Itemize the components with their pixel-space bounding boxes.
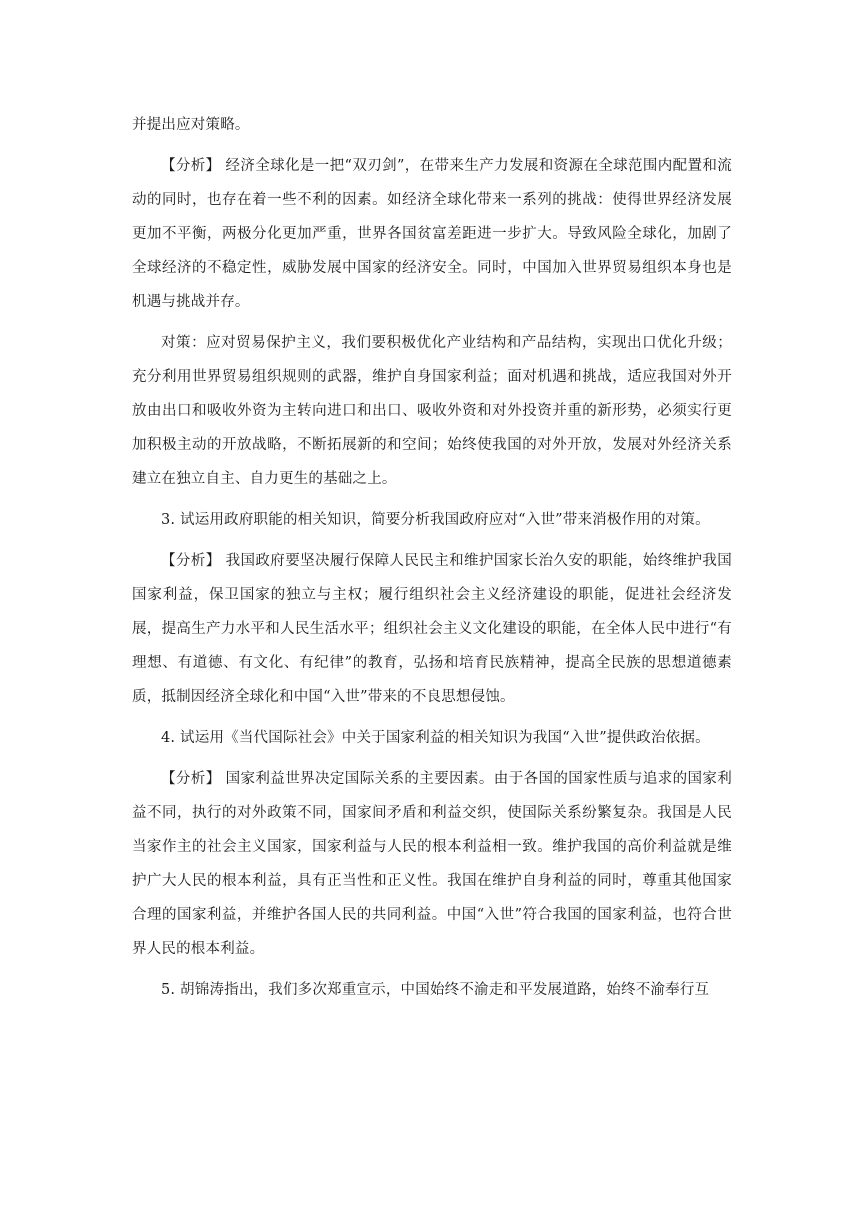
question-3: 3. 试运用政府职能的相关知识，简要分析我国政府应对“入世”带来消极作用的对策。 bbox=[161, 512, 710, 528]
question-4: 4. 试运用《当代国际社会》中关于国家利益的相关知识为我国“入世”提供政治依据。 bbox=[161, 730, 710, 746]
question-5: 5. 胡锦涛指出，我们多次郑重宣示，中国始终不渝走和平发展道路，始终不渝奉行互 bbox=[161, 982, 710, 998]
paragraph-countermeasures: 对策：应对贸易保护主义，我们要积极优化产业结构和产品结构，实现出口优化升级；充分利用世界贸易组织规则的武器，维护自身国家利益；面对机遇和挑战，适应我国对外开放由出口和吸收外资为主转向进口和出口、吸收外资和对外投资并重的新形势，必须实行更加积极主动的开放战略，不断拓展新的和空间；始终使我国的对外开放，发展对外经济关系建立在独立自主、自力更生的基础之上。 bbox=[132, 335, 732, 487]
paragraph-analysis-4: 【分析】 国家利益世界决定国际关系的主要因素。由于各国的国家性质与追求的国家利益不同，执行的对外政策不同，国家间矛盾和利益交织，使国际关系纷繁复杂。我国是人民当家作主的社会主义国家，国家利益与人民的根本利益相一致。维护我国的高价利益就是维护广大人民的根本利益，具有正当性和正义性。我国在维护自身利益的同时，尊重其他国家合理的国家利益，并维护各国人民的共同利益。中国“入世”符合我国的国家利益，也符合世界人民的根本利益。 bbox=[132, 771, 732, 957]
paragraph-continuation: 并提出应对策略。 bbox=[132, 117, 250, 133]
paragraph-analysis-2: 【分析】 经济全球化是一把“双刃剑”，在带来生产力发展和资源在全球范围内配置和流动的同时，也存在着一些不利的因素。如经济全球化带来一系列的挑战：使得世界经济发展更加不平衡，两极分化更加严重，世界各国贫富差距进一步扩大。导致风险全球化，加剧了全球经济的不稳定性，威胁发展中国家的经济安全。同时，中国加入世界贸易组织本身也是机遇与挑战并存。 bbox=[132, 158, 732, 310]
paragraph-analysis-3: 【分析】 我国政府要坚决履行保障人民民主和维护国家长治久安的职能，始终维护我国国家利益，保卫国家的独立与主权；履行组织社会主义经济建设的职能，促进社会经济发展，提高生产力水平和人民生活水平；组织社会主义文化建设的职能，在全体人民中进行“有理想、有道德、有文化、有纪律”的教育，弘扬和培育民族精神，提高全民族的思想道德素质，抵制因经济全球化和中国“入世”带来的不良思想侵蚀。 bbox=[132, 553, 732, 705]
document-page bbox=[132, 108, 732, 1014]
